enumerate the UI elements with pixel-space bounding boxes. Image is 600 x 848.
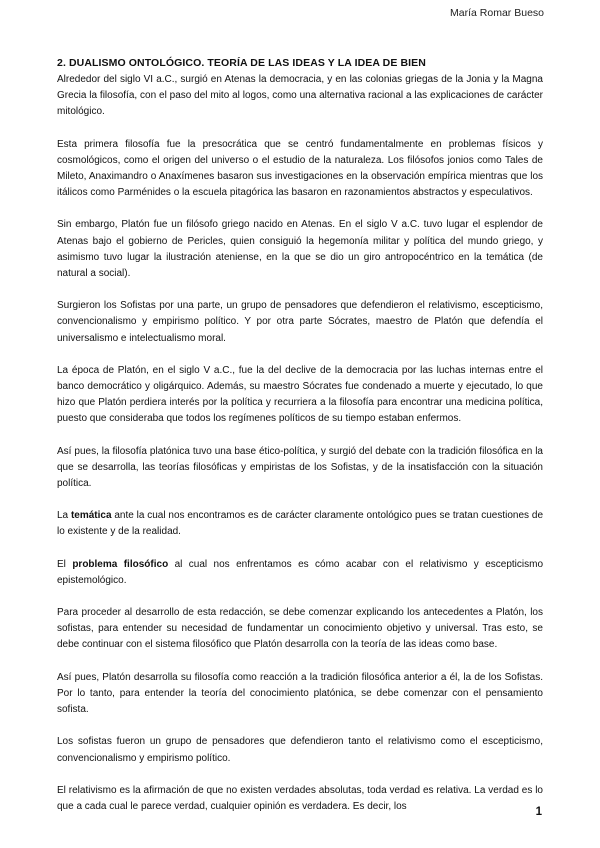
- paragraph-1: Alrededor del siglo VI a.C., surgió en Atenas la democracia, y en las colonias griegas de la Jonia y la Magna Grecia la filosofía, con el paso del mito al logos, como una alternativa racional a las explicaciones de carácter mitológico.: [57, 74, 543, 118]
- paragraph-11: Los sofistas fueron un grupo de pensadores que defendieron tanto el relativismo como el escepticismo, convencionalismo y empirismo político.: [57, 736, 543, 764]
- paragraph-7: [57, 508, 543, 540]
- section-heading: 2. DUALISMO ONTOLÓGICO. TEORÍA DE LAS IDEAS Y LA IDEA DE BIEN: [57, 57, 426, 69]
- paragraph-6: Así pues, la filosofía platónica tuvo una base ético-política, y surgió del debate con la tradición filosófica en la que se desarrolla, las teorías filosóficas y empiristas de los Sofistas, y de la insatisfacción con la situación política.: [57, 445, 543, 490]
- document-body: [57, 55, 543, 831]
- page-number: 1: [535, 806, 542, 818]
- paragraph-7-post: ante la cual nos encontramos es de carácter claramente ontológico pues se tratan cuestiones de lo existente y de la realidad.: [57, 510, 544, 538]
- paragraph-5: La época de Platón, en el siglo V a.C., fue la del declive de la democracia por las luchas internas entre el banco democrático y oligárquico. Además, su maestro Sócrates fue condenado a muerte y ejecutado, lo que hizo que Platón perdiera interés por la política y recurriera a la filosofía para encontrar una medicina política, puesto que consideraba que todos los regímenes políticos de su tiempo estaban enfermos.: [57, 364, 543, 425]
- paragraph-3: Sin embargo, Platón fue un filósofo griego nacido en Atenas. En el siglo V a.C. tuvo lugar el esplendor de Atenas bajo el gobierno de Pericles, quien consiguió la hegemonía militar y política del mundo griego, y asimismo tuvo lugar la ilustración ateniense, en la que se dio un giro antropocéntrico en la temática (de natural a social).: [57, 219, 543, 280]
- paragraph-2: Esta primera filosofía fue la presocrática que se centró fundamentalmente en problemas físicos y cosmológicos, como el origen del universo o el estudio de la naturaleza. Los filósofos jonios como Tales de Mileto, Anaximandro o Anaxímenes basaron sus investigaciones en la observación empírica mientras que los itálicos como Parménides o la escuela pitagórica las basaron en razonamientos abstractos y especulativos.: [57, 138, 543, 199]
- paragraph-9: Para proceder al desarrollo de esta redacción, se debe comenzar explicando los antecedentes a Platón, los sofistas, para entender su necesidad de fundamentar un conocimiento objetivo y universal. Tras esto, se debe continuar con el sistema filosófico que Platón desarrolla con la teoría de las ideas como base.: [57, 607, 543, 651]
- author-name: María Romar Bueso: [450, 7, 544, 19]
- paragraph-10: Así pues, Platón desarrolla su filosofía como reacción a la tradición filosófica anterior a él, la de los Sofistas. Por lo tanto, para entender la teoría del conocimiento platónica, se debe comenzar con el pensamiento sofista.: [57, 671, 543, 716]
- paragraph-8-post: al cual nos enfrentamos es cómo acabar con el relativismo y escepticismo epistemológico.: [57, 558, 544, 586]
- tematica-term: temática: [70, 510, 112, 522]
- paragraph-7-pre: La: [57, 510, 71, 522]
- paragraph-8-pre: El: [57, 558, 73, 570]
- paragraph-4: Surgieron los Sofistas por una parte, un grupo de pensadores que defendieron el relativismo, escepticismo, convencionalismo y empirismo político. Y por otra parte Sócrates, maestro de Platón que defendía el universalismo e intelectualismo moral.: [57, 300, 543, 344]
- problema-filosofico-term: problema filosófico: [72, 558, 169, 570]
- paragraph-12: El relativismo es la afirmación de que no existen verdades absolutas, toda verdad es relativa. La verdad es lo que a cada cual le parece verdad, cualquier opinión es verdadera. Es decir, los: [57, 784, 543, 812]
- paragraph-8: [57, 557, 543, 589]
